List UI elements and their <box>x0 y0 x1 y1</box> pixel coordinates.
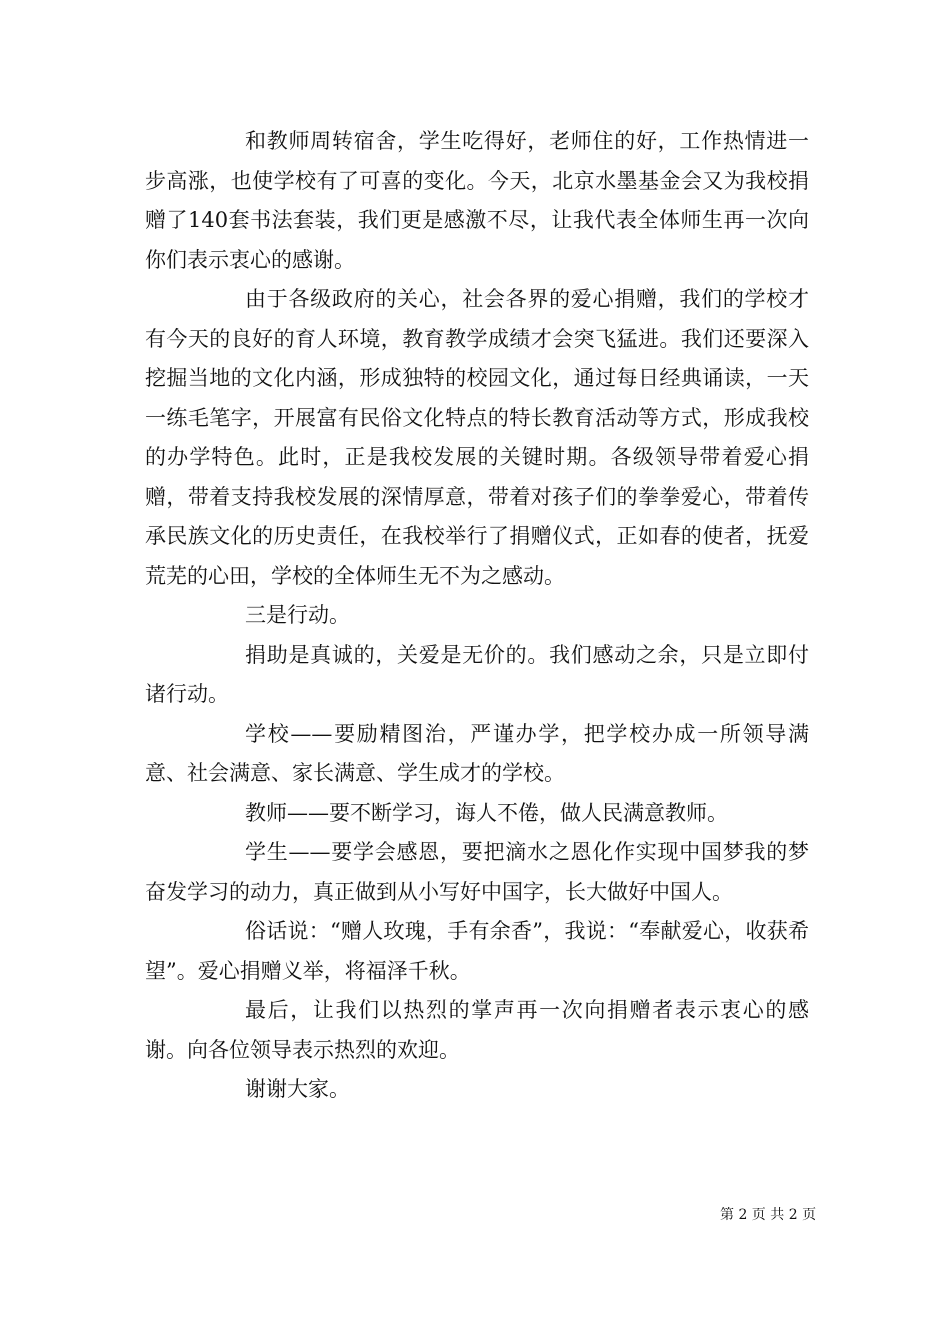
paragraph-school: 学校——要励精图治，严谨办学，把学校办成一所领导满意、社会满意、家长满意、学生成才的学校。 <box>145 721 809 785</box>
paragraph-teachers: 教师——要不断学习，诲人不倦，做人民满意教师。 <box>245 800 728 825</box>
paragraph-donation-sincere: 捐助是真诚的，关爱是无价的。我们感动之余，只是立即付诸行动。 <box>145 642 809 706</box>
paragraph-students: 学生——要学会感恩，要把滴水之恩化作实现中国梦我的梦奋发学习的动力，真正做到从小写好中国字，长大做好中国人。 <box>145 840 809 904</box>
page-number: 第 2 页 共 2 页 <box>720 1207 817 1223</box>
paragraph-action-heading: 三是行动。 <box>245 603 350 627</box>
paragraph-proverb: 俗话说：“赠人玫瑰，手有余香”，我说：“奉献爱心，收获希望”。爱心捐赠义举，将福泽千秋。 <box>145 919 809 983</box>
paragraph-dormitory: 和教师周转宿舍，学生吃得好，老师住的好，工作热情进一步高涨，也使学校有了可喜的变化。今天，北京水墨基金会又为我校捐赠了140套书法套装，我们更是感激不尽，让我代表全体师生再一次向你们表示衷心的感谢。 <box>145 129 809 272</box>
paragraph-thank-you: 谢谢大家。 <box>245 1077 350 1101</box>
document-body <box>145 122 809 1110</box>
paragraph-closing-thanks: 最后，让我们以热烈的掌声再一次向捐赠者表示衷心的感谢。向各位领导表示热烈的欢迎。 <box>145 998 809 1062</box>
paragraph-government-care: 由于各级政府的关心，社会各界的爱心捐赠，我们的学校才有今天的良好的育人环境，教育教学成绩才会突飞猛进。我们还要深入挖掘当地的文化内涵，形成独特的校园文化，通过每日经典诵读，一天一练毛笔字，开展富有民俗文化特点的特长教育活动等方式，形成我校的办学特色。此时，正是我校发展的关键时期。各级领导带着爱心捐赠，带着支持我校发展的深情厚意，带着对孩子们的拳拳爱心，带着传承民族文化的历史责任，在我校举行了捐赠仪式，正如春的使者，抚爱荒芜的心田，学校的全体师生无不为之感动。 <box>145 287 809 588</box>
